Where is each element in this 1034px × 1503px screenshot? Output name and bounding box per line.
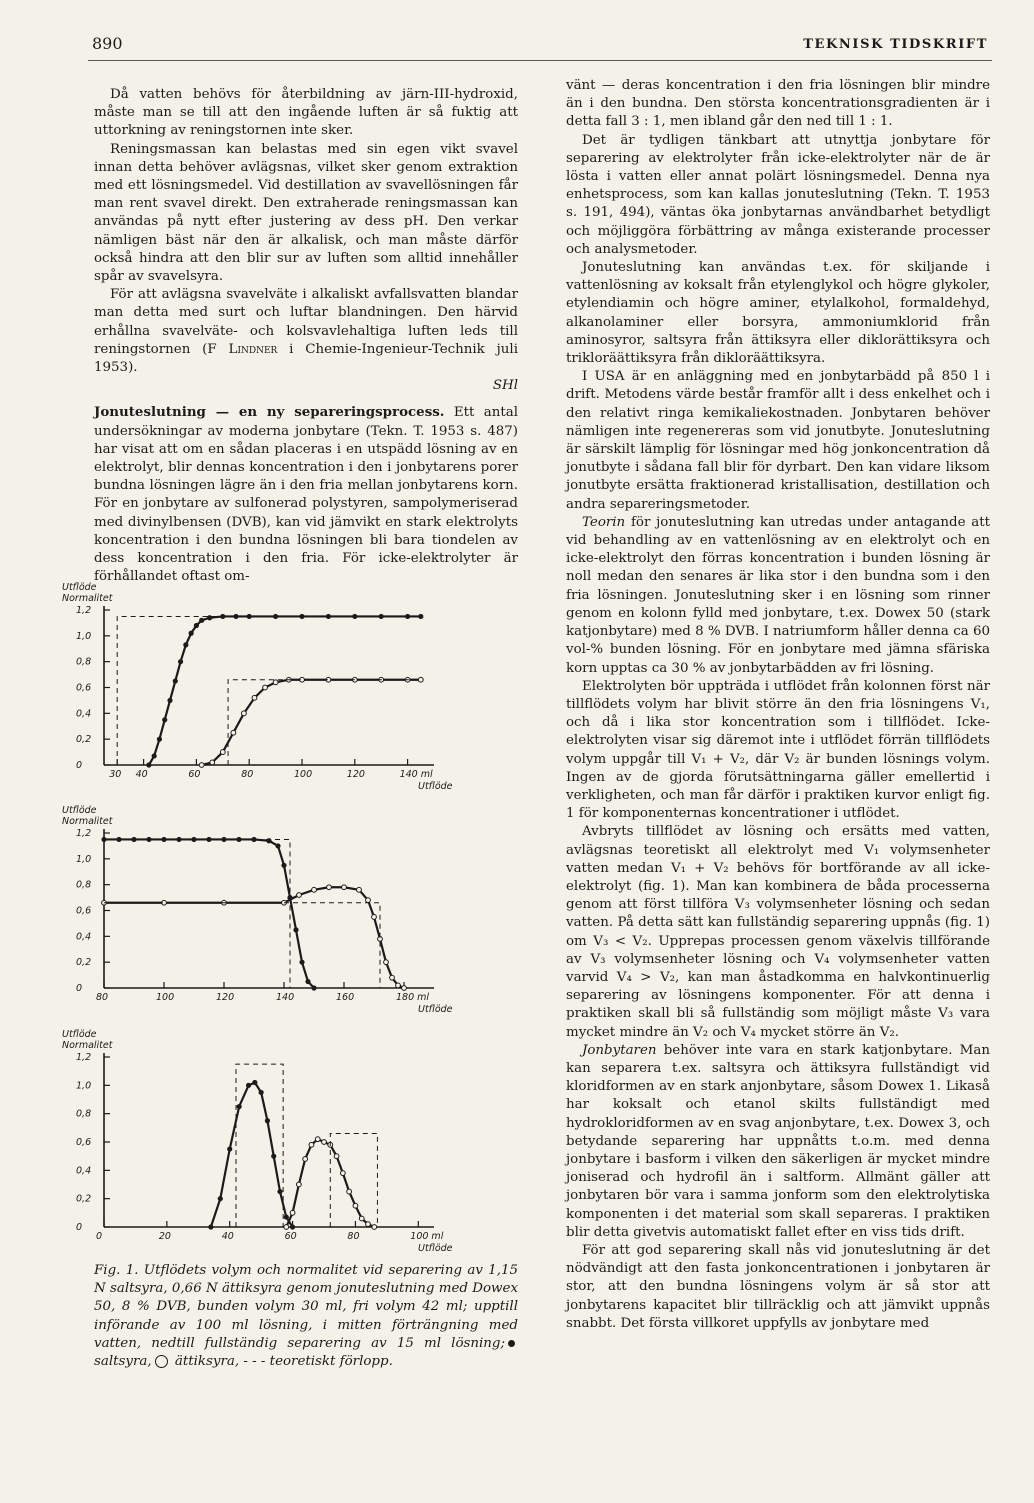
theoretical-line bbox=[228, 680, 421, 765]
x-tick-label: 100 bbox=[294, 769, 313, 780]
acetic-point bbox=[252, 695, 257, 700]
y-tick-label: 0,6 bbox=[76, 682, 92, 694]
y-tick-label: 0,8 bbox=[76, 656, 92, 668]
y-tick-label: 0,8 bbox=[76, 1108, 92, 1120]
y-tick-label: 0,2 bbox=[76, 957, 92, 969]
right-paragraph-8 bbox=[566, 1042, 990, 1242]
hcl-point bbox=[157, 737, 162, 742]
left-paragraph-3 bbox=[94, 286, 518, 395]
acetic-point bbox=[312, 887, 317, 892]
hcl-point bbox=[162, 717, 167, 722]
acetic-point bbox=[296, 1182, 301, 1187]
theory-lead: Teorin bbox=[582, 514, 626, 530]
acetic-point bbox=[290, 1210, 295, 1215]
acetic-point bbox=[353, 1203, 358, 1208]
theoretical-line bbox=[104, 903, 380, 988]
acetic-point bbox=[273, 680, 278, 685]
hcl-line bbox=[211, 1083, 293, 1228]
x-tick-label: 60 bbox=[284, 1231, 297, 1242]
hcl-point bbox=[305, 979, 310, 984]
hcl-point bbox=[152, 753, 157, 758]
section-title: Jonuteslutning — en ny separeringsprocess. bbox=[94, 404, 445, 421]
x-tick-label: 120 bbox=[346, 769, 365, 780]
hcl-point bbox=[246, 1083, 251, 1088]
chart-2 bbox=[62, 803, 453, 1018]
acetic-point bbox=[327, 885, 332, 890]
y-axis-label: Normalitet bbox=[62, 593, 113, 604]
y-tick-label: 1,2 bbox=[76, 605, 92, 616]
y-axis-label: Normalitet bbox=[62, 816, 113, 827]
acetic-point bbox=[372, 915, 377, 920]
y-tick-label: 1,2 bbox=[76, 1052, 92, 1063]
acetic-point bbox=[322, 1140, 327, 1145]
chart-3 bbox=[62, 1027, 453, 1257]
x-axis-label: Utflöde bbox=[418, 1243, 453, 1254]
acetic-point bbox=[340, 1171, 345, 1176]
hcl-point bbox=[293, 927, 298, 932]
hcl-point bbox=[189, 631, 194, 636]
acetic-line bbox=[202, 680, 421, 765]
right-paragraph-4: I USA är en anläggning med en jonbytarbädd på 850 l i drift. Metodens värde består framför allt i dess enkelhet och i den relativt ringa kemikaliekostnaden. Jonbytaren behöver nämligen inte regenereras som vid jonutbyte. Jonuteslutning är särskilt lämplig för lösningar med hög jonkoncentration då jonutbyte i sådana fall blir för dyrbart. Den kan vidare liksom jonutbyte ersätta fraktionerad kristallisation, destillation och andra separeringsmetoder. bbox=[566, 369, 990, 512]
acetic-point bbox=[366, 1222, 371, 1227]
y-axis-label: Utflöde bbox=[62, 582, 97, 593]
x-tick-label: 40 bbox=[135, 769, 148, 780]
hcl-point bbox=[173, 678, 178, 683]
open-circle-icon bbox=[155, 1355, 168, 1368]
x-tick-label: 60 bbox=[188, 769, 201, 780]
acetic-point bbox=[372, 1225, 377, 1230]
y-tick-label: 0 bbox=[76, 760, 83, 771]
y-axis-label: Utflöde bbox=[62, 1029, 97, 1040]
hcl-point bbox=[208, 1224, 213, 1229]
hcl-point bbox=[194, 623, 199, 628]
figure-caption bbox=[94, 1262, 518, 1371]
hcl-point bbox=[290, 1224, 295, 1229]
hcl-line bbox=[149, 616, 421, 765]
x-tick-label: 140 bbox=[276, 992, 295, 1003]
y-tick-label: 0,6 bbox=[76, 905, 92, 917]
acetic-point bbox=[347, 1189, 352, 1194]
acetic-point bbox=[315, 1137, 320, 1142]
x-tick-label: 180 ml bbox=[396, 992, 430, 1003]
hcl-point bbox=[271, 1154, 276, 1159]
acetic-point bbox=[418, 677, 423, 682]
hcl-point bbox=[311, 985, 316, 990]
y-tick-label: 0,4 bbox=[76, 708, 92, 720]
x-tick-label: 100 ml bbox=[410, 1231, 444, 1242]
header-rule bbox=[88, 60, 992, 61]
left-column bbox=[94, 86, 518, 586]
ion-exchanger-lead: Jonbytaren bbox=[582, 1042, 657, 1058]
left-paragraph-3-text-b: i Chemie-Ingenieur-Technik juli 1953). bbox=[94, 341, 518, 376]
x-tick-label: 40 bbox=[221, 1231, 234, 1242]
acetic-point bbox=[242, 711, 247, 716]
right-paragraph-6: Elektrolyten bör uppträda i utflödet från kolonnen först när tillflödets volym har blivit större än den fria lösningens V₁, och då i lika stor koncentration som i tillflödet. Icke-elektrolyten visar sig däremot inte i utflödet förrän tillflödets volym uppgår till V₁ + V₂, där V₂ är bunden lösnings volym. Ingen av de gjorda förutsättningarna gäller emellertid i verkligheten, och man får därför i praktiken kurvor enligt fig. 1 för komponenternas koncentrationer i utflödet. bbox=[566, 678, 990, 822]
x-tick-label: 30 bbox=[109, 769, 122, 780]
hcl-point bbox=[275, 843, 280, 848]
x-tick-label: 140 ml bbox=[399, 769, 433, 780]
hcl-point bbox=[237, 1104, 242, 1109]
y-tick-label: 1,0 bbox=[76, 853, 92, 865]
hcl-point bbox=[265, 1118, 270, 1123]
y-tick-label: 0,8 bbox=[76, 879, 92, 891]
y-tick-label: 0,4 bbox=[76, 931, 92, 943]
x-tick-label: 20 bbox=[158, 1231, 171, 1242]
acetic-point bbox=[402, 986, 407, 991]
acetic-point bbox=[263, 685, 268, 690]
x-tick-label: 80 bbox=[241, 769, 254, 780]
left-paragraph-4 bbox=[94, 403, 518, 586]
right-paragraph-9: För att god separering skall nås vid jonuteslutning är det nödvändigt att den fasta jonkoncentrationen i jonbytaren är stor, att den bundna lösningens volym är så stor att jonbytarens kapacitet blir tillräcklig och att jämvikt uppnås snabbt. Det första villkoret uppfylls av jonbytare med bbox=[566, 1243, 990, 1331]
right-paragraph-8-text: behöver inte vara en stark katjonbytare. Man kan separera t.ex. saltsyra och ättiksyra fullständigt vid kloridformen av en stark anjonbytare, såsom Dowex 1. Likaså har koksalt och etanol skilts fullständigt med hydrokloridformen av en svag anjonbytare, t.ex. Dowex 3, och betydande separering har uppnåtts t.o.m. med denna jonbytare i basform i vilken den säkerligen är mycket mindre joniserad och hydrofil än i saltform. Allmänt gäller att jonbytaren bör vara i samma jonform som den elektrolytiska komponenten i det material som skall separeras. I praktiken blir detta givetvis automatiskt fallet efter en viss tids drift. bbox=[566, 1042, 990, 1240]
x-tick-label: 0 bbox=[96, 1231, 103, 1242]
theoretical-line bbox=[104, 839, 290, 988]
x-tick-label: 100 bbox=[156, 992, 175, 1003]
left-paragraph-3-text-a: För att avlägsna svavelväte i alkaliskt avfallsvatten blandar man detta med surt och luftar blandningen. Den härvid erhållna svavelväte- och kolsvavlehaltiga luften leds till reningstornen (F bbox=[94, 287, 518, 357]
y-tick-label: 1,2 bbox=[76, 828, 92, 839]
x-tick-label: 120 bbox=[216, 992, 235, 1003]
y-tick-label: 0,4 bbox=[76, 1165, 92, 1177]
chart-2-svg bbox=[62, 803, 453, 1018]
acetic-point bbox=[384, 960, 389, 965]
hcl-point bbox=[299, 960, 304, 965]
chart-1 bbox=[62, 580, 453, 795]
caption-legend-acetic: ättiksyra, - - - teoretiskt förlopp. bbox=[170, 1354, 393, 1370]
right-paragraph-2: Det är tydligen tänkbart att utnyttja jonbytare för separering av elektrolyter från icke-elektrolyter när de är lösta i vatten eller annat polärt lösningsmedel. Denna nya enhetsprocess, som kan kallas jonuteslutning (Tekn. T. 1953 s. 191, 494), väntas öka jonbytarnas användbarhet betydligt och möjliggöra förbättring av många existerande processer och analysmetoder. bbox=[566, 132, 990, 257]
hcl-point bbox=[259, 1090, 264, 1095]
hcl-point bbox=[207, 615, 212, 620]
hcl-point bbox=[178, 659, 183, 664]
y-tick-label: 1,0 bbox=[76, 1080, 92, 1092]
y-tick-label: 0 bbox=[76, 1222, 83, 1233]
page-number: 890 bbox=[92, 34, 123, 53]
caption-legend-hcl: saltsyra, bbox=[94, 1354, 152, 1370]
caption-text: Utflödets volym och normalitet vid separering av 1,15 N saltsyra, 0,66 N ättiksyra genom jonuteslutning med Dowex 50, 8 % DVB, bunden volym 30 ml, fri volym 42 ml; upptill införande av 100 ml lösning, i mitten förträngning med vatten, nedtill fullständig separering av 15 ml lösning; bbox=[94, 1263, 518, 1351]
acetic-point bbox=[390, 975, 395, 980]
hcl-point bbox=[284, 1214, 289, 1219]
right-paragraph-3: Jonuteslutning kan användas t.ex. för skiljande i vattenlösning av koksalt från etylenglykol och högre glykoler, etylendiamin och högre aminer, etylalkohol, formaldehyd, alkanolaminer eller borsyra, ammoniumklorid från aminosyror, saltsyra från ättiksyra eller diklorättiksyra och trikloräättiksyra från dikloräättiksyra. bbox=[566, 260, 990, 367]
hcl-point bbox=[277, 1189, 282, 1194]
x-tick-label: 80 bbox=[347, 1231, 360, 1242]
right-paragraph-5 bbox=[566, 514, 990, 678]
chart-1-svg bbox=[62, 580, 453, 795]
acetic-point bbox=[297, 893, 302, 898]
y-axis-label: Utflöde bbox=[62, 805, 97, 816]
signature: SHl bbox=[492, 378, 518, 394]
theoretical-line bbox=[330, 1134, 377, 1228]
hcl-point bbox=[146, 762, 151, 767]
right-column bbox=[566, 77, 990, 1333]
acetic-point bbox=[342, 885, 347, 890]
right-paragraph-1: vänt — deras koncentration i den fria lösningen blir mindre än i den bundna. Den största koncentrationsgradienten är i detta fall 3 : 1, men ibland går den ned till 1 : 1. bbox=[566, 78, 990, 130]
acetic-point bbox=[284, 1225, 289, 1230]
acetic-point bbox=[357, 887, 362, 892]
y-tick-label: 0 bbox=[76, 983, 83, 994]
y-axis-label: Normalitet bbox=[62, 1040, 113, 1051]
x-axis-label: Utflöde bbox=[418, 781, 453, 792]
theoretical-line bbox=[117, 616, 421, 765]
chart-3-svg bbox=[62, 1027, 453, 1257]
hcl-point bbox=[281, 863, 286, 868]
hcl-line bbox=[104, 839, 314, 988]
hcl-point bbox=[218, 1196, 223, 1201]
left-paragraph-1: Då vatten behövs för återbildning av järn-III-hydroxid, måste man se till att den ingående luften är så fuktig att uttorkning av reningstornen inte sker. bbox=[94, 87, 518, 139]
right-paragraph-5-text: för jonuteslutning kan utredas under antagande att vid behandling av en vattenlösning av en elektrolyt och en icke-elektrolyt den förras koncentration i bunden lösning är noll medan den senares är lika stor i den bundna som i den fria lösningen. Jonuteslutning sker i en lösning som rinner genom en kolonn fylld med jonbytare, t.ex. Dowex 50 (stark katjonbytare) med 8 % DVB. I natriumform håller denna ca 60 vol-% bunden lösning. För en jonbytare med jämna sfäriska korn upptas ca 30 % av jonbytarbädden av fri lösning. bbox=[566, 514, 990, 676]
right-paragraph-7: Avbryts tillflödet av lösning och ersätts med vatten, avlägsnas teoretiskt all elektrolyt med V₁ volymsenheter vatten medan V₁ + V₂ behövs för bortförande av all icke-elektrolyt (fig. 1). Man kan kombinera de båda processerna genom att först tillföra V₃ volymsenheter lösning och sedan vatten. På detta sätt kan fullständig separering uppnås (fig. 1) om V₃ < V₂. Upprepas processen genom växelvis tillförande av V₃ volymsenheter lösning och V₄ volymsenheter vatten varvid V₄ > V₂, kan man åstadkomma en halvkontinuerlig separering av lösningens komponenter. För att denna i praktiken skall bli så fullständig som möjligt måste V₃ vara mycket mindre än V₂ och V₄ mycket större än V₂. bbox=[566, 824, 990, 1040]
acetic-point bbox=[359, 1216, 364, 1221]
journal-title: TEKNISK TIDSKRIFT bbox=[803, 37, 988, 52]
acetic-point bbox=[303, 1157, 308, 1162]
acetic-point bbox=[210, 760, 215, 765]
hcl-point bbox=[183, 642, 188, 647]
y-tick-label: 0,2 bbox=[76, 1193, 92, 1205]
left-paragraph-4-text: Ett antal undersökningar av moderna jonbytare (Tekn. T. 1953 s. 487) har visat att om en sådan placeras i en utspädd lösning av en elektrolyt, blir dennas koncentration i den i jonbytarens porer bundna lösningen lägre än i den fria mellan jonbytarens korn. För en jonbytare av sulfonerad polystyren, sampolymeriserad med divinylbensen (DVB), kan vid jämvikt en stark elektrolyts koncentration i den bundna lösningen bli bara tiondelen av dess koncentration i den fria. För icke-elektrolyter är förhållandet oftast om- bbox=[94, 405, 518, 585]
acetic-point bbox=[231, 730, 236, 735]
hcl-point bbox=[405, 614, 410, 619]
hcl-point bbox=[167, 698, 172, 703]
y-tick-label: 1,0 bbox=[76, 630, 92, 642]
x-tick-label: 160 bbox=[336, 992, 355, 1003]
filled-dot-icon bbox=[508, 1340, 515, 1347]
hcl-point bbox=[252, 1080, 257, 1085]
acetic-point bbox=[366, 898, 371, 903]
y-tick-label: 0,6 bbox=[76, 1137, 92, 1148]
hcl-point bbox=[199, 618, 204, 623]
acetic-point bbox=[199, 763, 204, 768]
acetic-point bbox=[309, 1142, 314, 1147]
y-tick-label: 0,2 bbox=[76, 734, 92, 746]
x-tick-label: 80 bbox=[96, 992, 109, 1003]
acetic-point bbox=[334, 1154, 339, 1159]
figure-label: Fig. 1. bbox=[94, 1263, 139, 1278]
left-paragraph-2: Reningsmassan kan belastas med sin egen vikt svavel innan detta behöver avlägsnas, vilket sker genom extraktion med ett lösningsmedel. Vid destillation av svavellösningen får man rent svavel direkt. Den extraherade reningsmassan kan användas på nytt efter justering av dess pH. Den verkar nämligen bäst när den är alkalisk, och man måste därför också hindra att den blir sur av luften som alltid innehåller spår av svavelsyra. bbox=[94, 141, 518, 285]
acetic-point bbox=[220, 750, 225, 755]
hcl-point bbox=[266, 838, 271, 843]
acetic-point bbox=[396, 983, 401, 988]
x-axis-label: Utflöde bbox=[418, 1004, 453, 1015]
hcl-point bbox=[227, 1146, 232, 1151]
author-name: Lindner bbox=[228, 341, 278, 357]
